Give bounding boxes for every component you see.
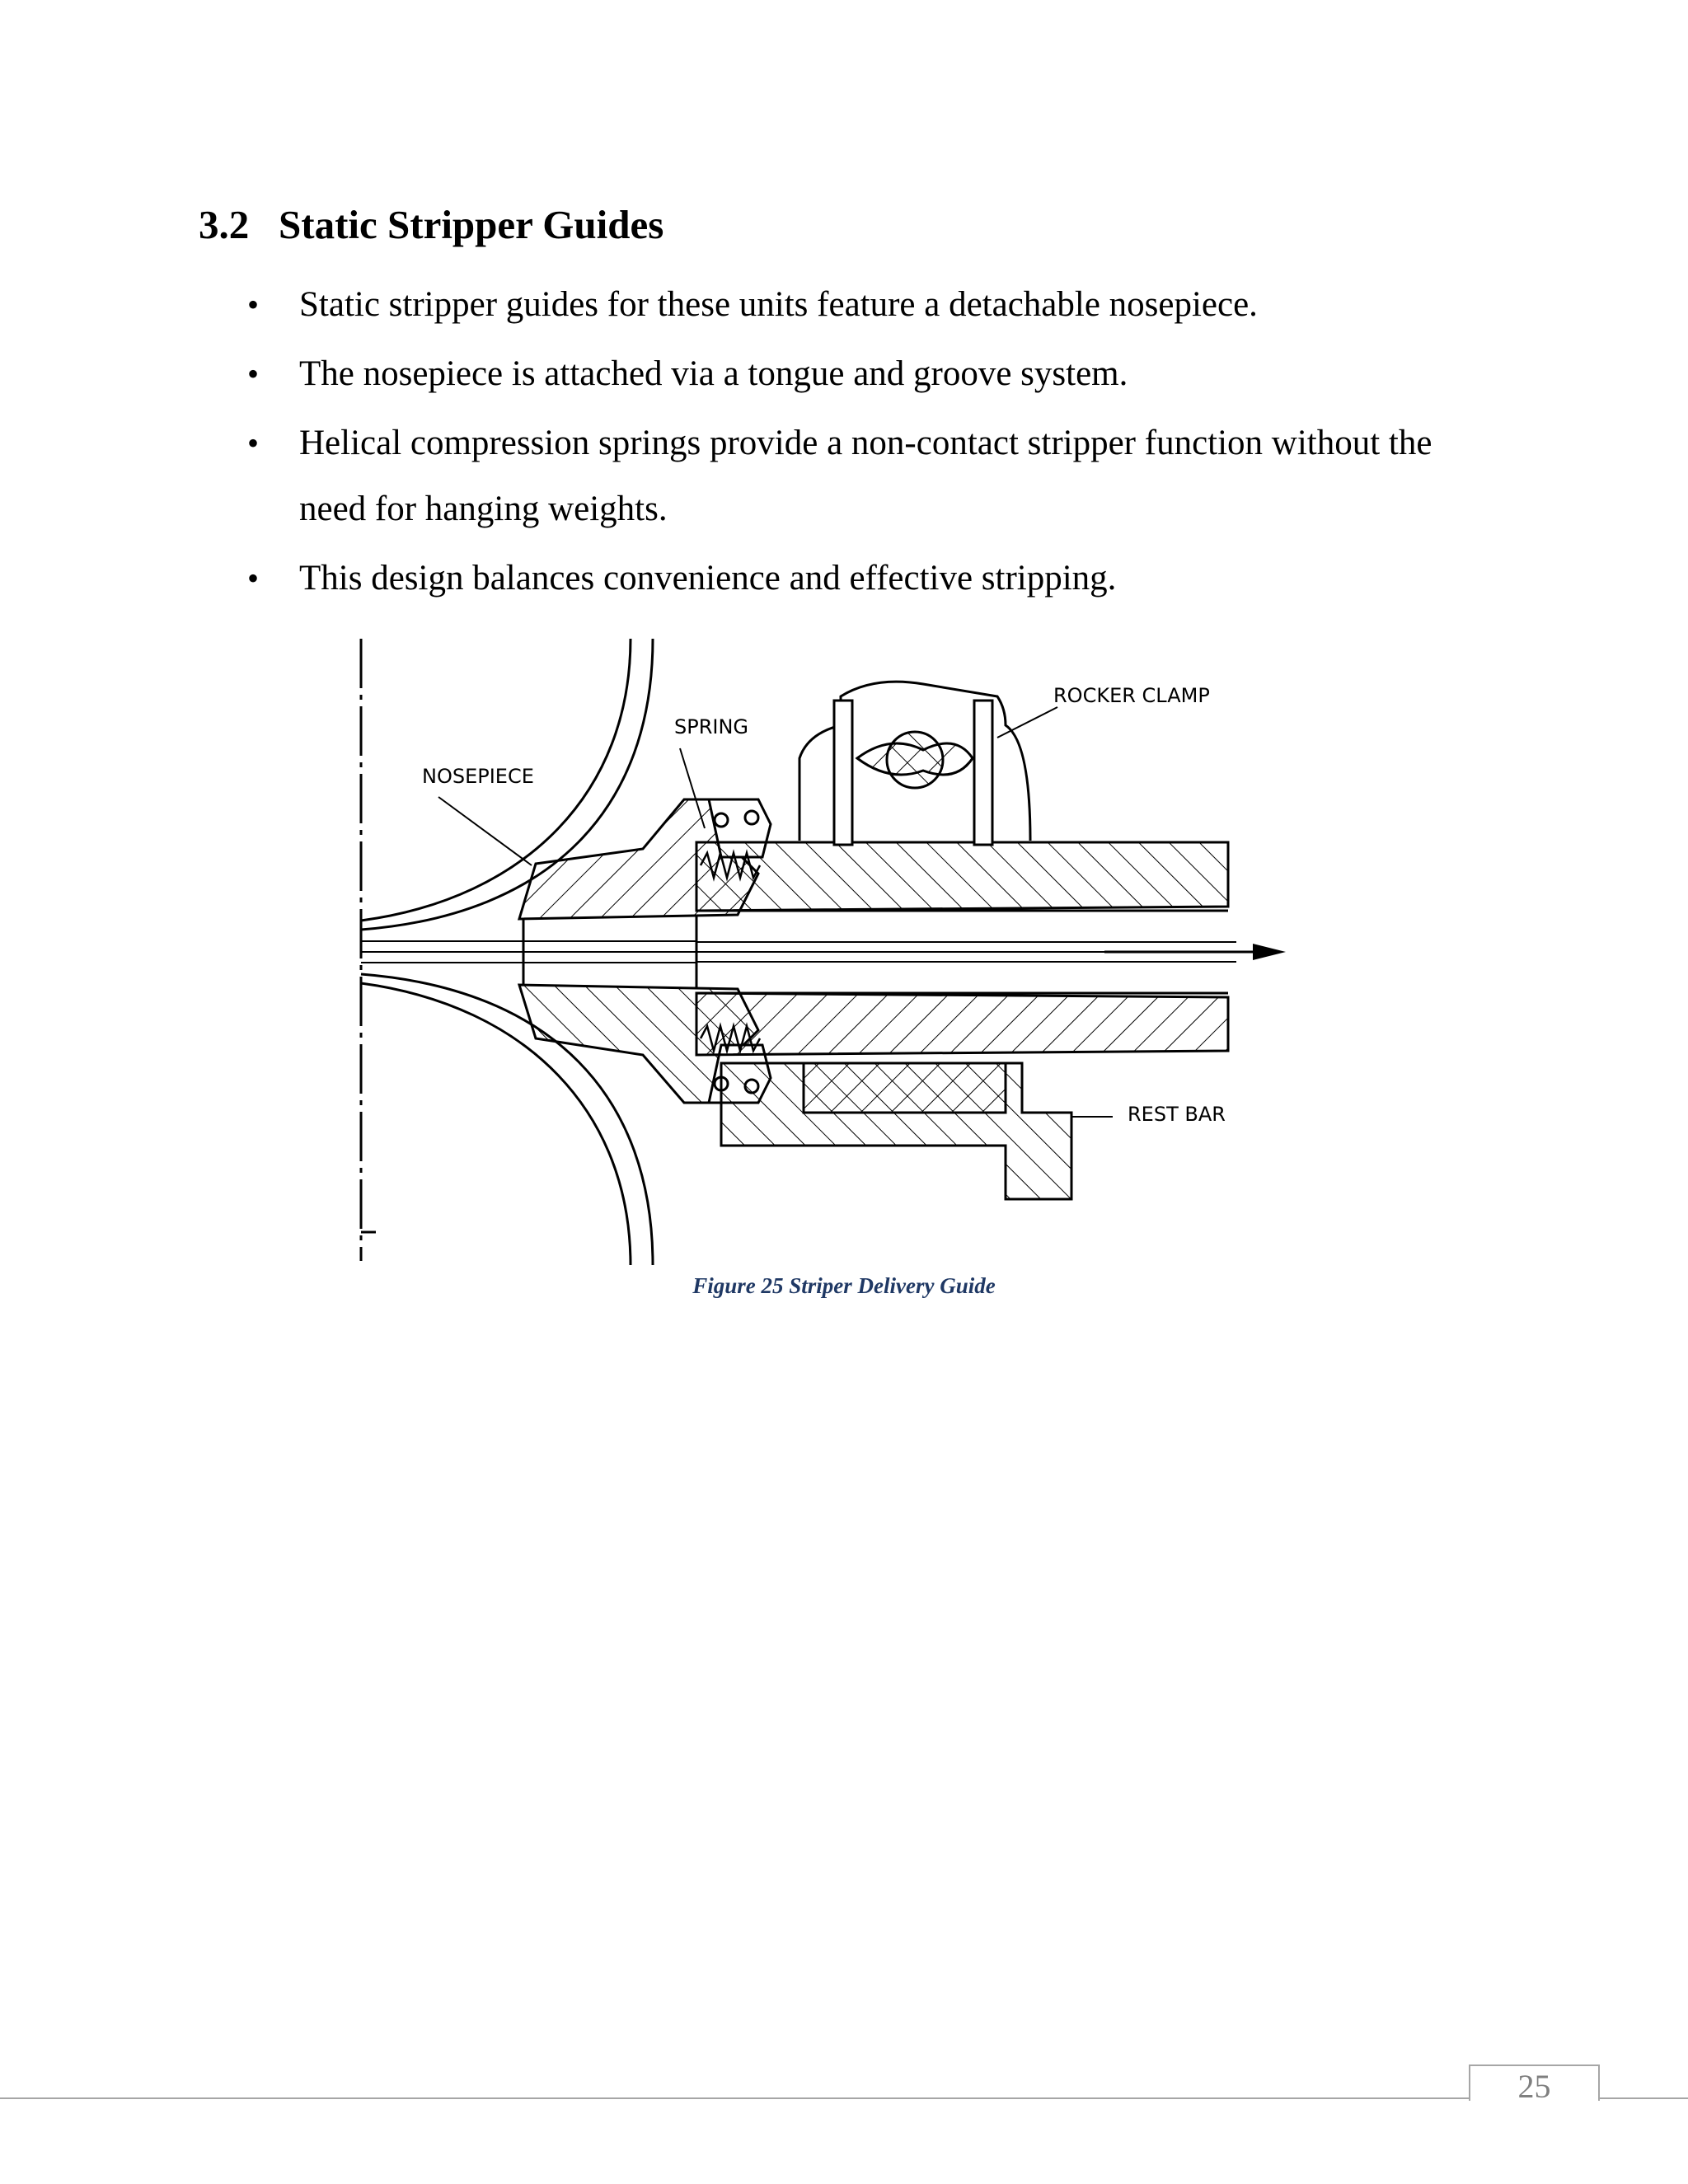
stripper-guide-drawing [346, 626, 1335, 1269]
bullet-text: Helical compression springs provide a non-contact stripper function without the need for hanging weights. [299, 424, 1432, 528]
bullet-dot-icon: • [247, 424, 260, 462]
rocker-clamp-label: ROCKER CLAMP [1053, 684, 1210, 707]
figure-caption: Figure 25 Striper Delivery Guide [692, 1273, 996, 1298]
bullet-item [247, 272, 1500, 338]
bullet-text: The nosepiece is attached via a tongue and groove system. [299, 354, 1128, 393]
bullet-dot-icon: • [247, 355, 260, 392]
bullet-list [247, 272, 1500, 615]
bullet-item [247, 546, 1500, 612]
footer-rule-right [1600, 2097, 1688, 2099]
bullet-text: Static stripper guides for these units feature a detachable nosepiece. [299, 285, 1258, 324]
section-title: Static Stripper Guides [279, 202, 664, 247]
page-number: 25 [1517, 2068, 1551, 2105]
bullet-dot-icon: • [247, 286, 260, 323]
footer-rule-left [0, 2097, 1469, 2099]
rest-bar-label: REST BAR [1128, 1103, 1226, 1126]
bullet-text: This design balances convenience and effective stripping. [299, 559, 1117, 598]
section-heading [199, 201, 663, 248]
nosepiece-label: NOSEPIECE [422, 765, 534, 788]
bullet-item [247, 410, 1500, 542]
bullet-dot-icon: • [247, 560, 260, 597]
section-number: 3.2 [199, 202, 250, 247]
spring-label: SPRING [674, 715, 749, 738]
bullet-item [247, 341, 1500, 407]
